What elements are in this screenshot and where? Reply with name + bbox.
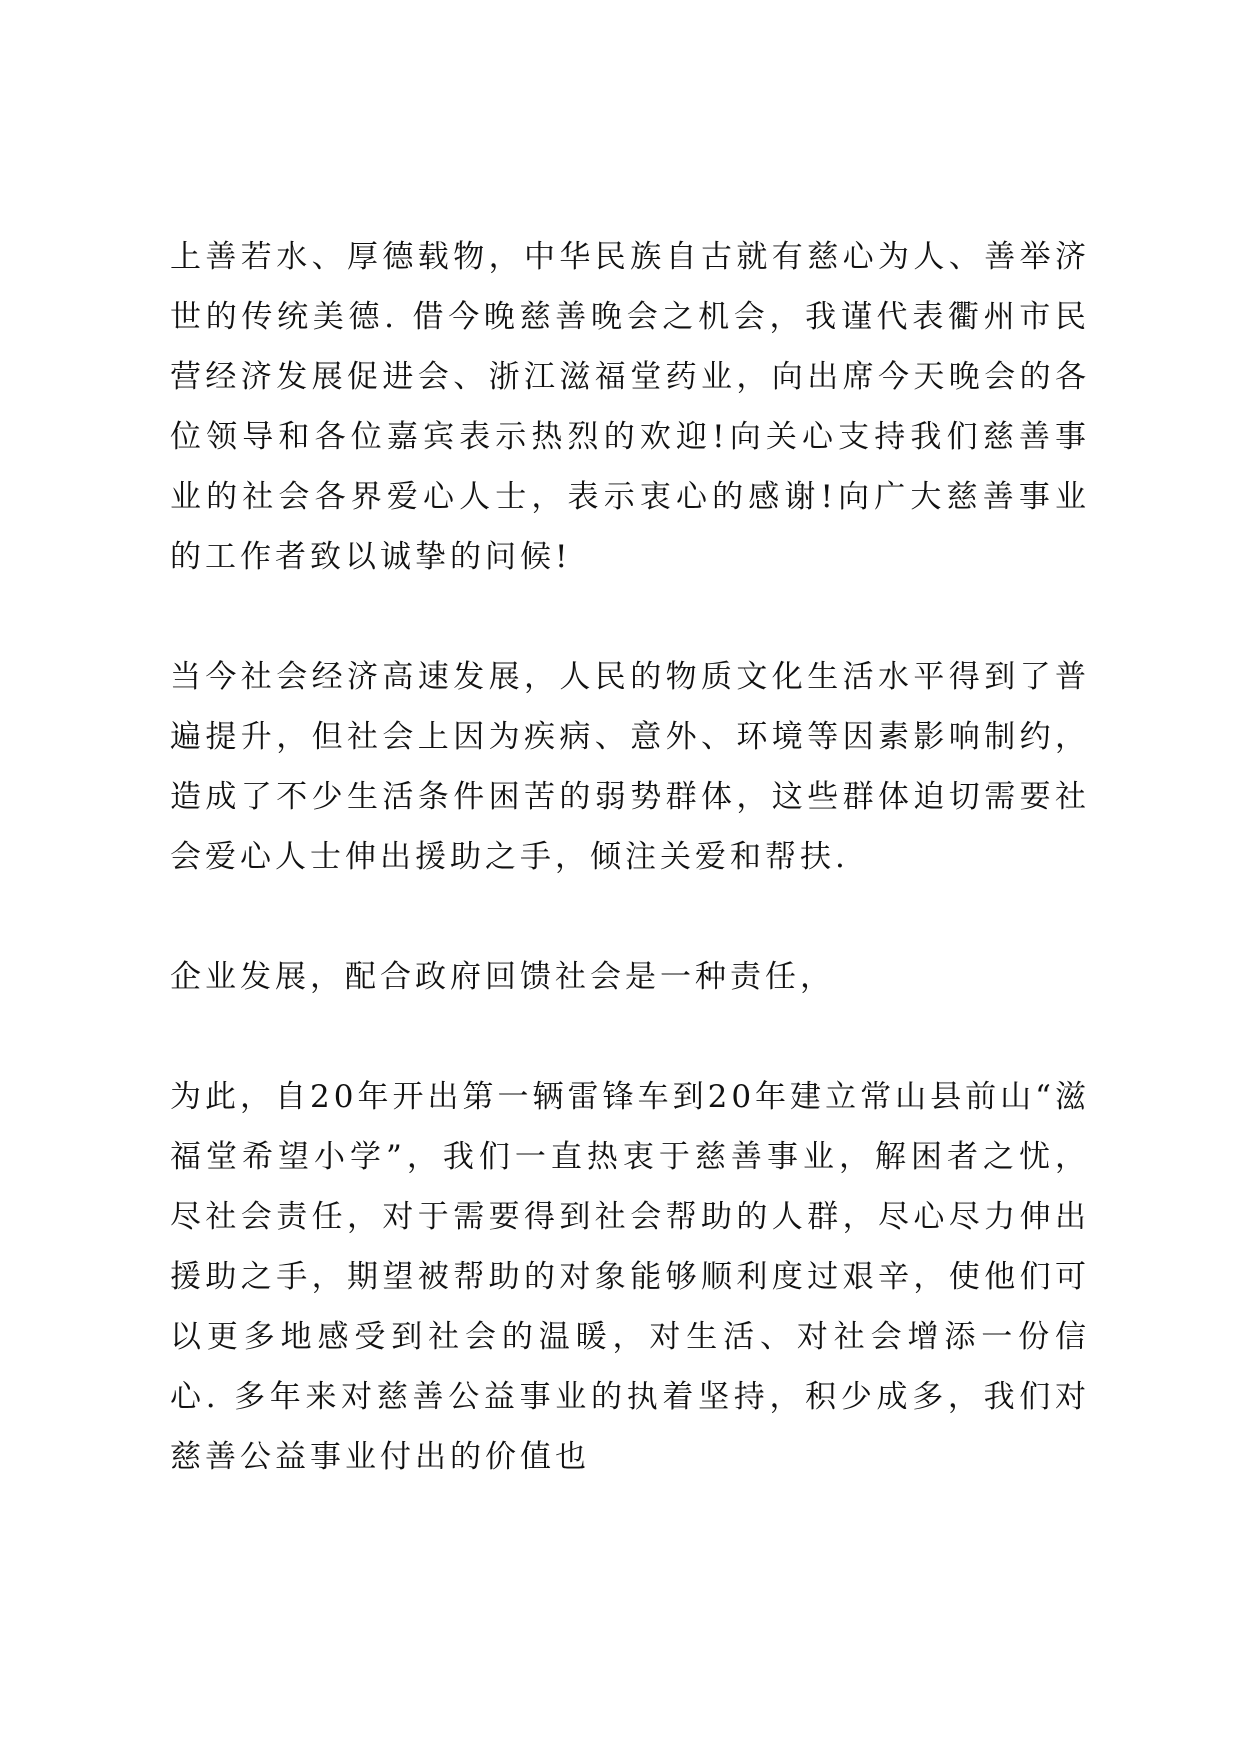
paragraph-welcome: 上善若水、厚德载物，中华民族自古就有慈心为人、善举济世的传统美德. 借今晚慈善晚会之机会，我谨代表衢州市民营经济发展促进会、浙江滋福堂药业，向出席今天晚会的各位领导和各位嘉宾表示热烈的欢迎!向关心支持我们慈善事业的社会各界爱心人士，表示衷心的感谢!向广大慈善事业的工作者致以诚挚的问候!: [170, 239, 1090, 575]
paragraph-social-context: 当今社会经济高速发展，人民的物质文化生活水平得到了普遍提升，但社会上因为疾病、意外、环境等因素影响制约，造成了不少生活条件困苦的弱势群体，这些群体迫切需要社会爱心人士伸出援助之手，倾注关爱和帮扶.: [170, 659, 1090, 875]
document-body: [170, 227, 1090, 1487]
paragraph-responsibility: 企业发展，配合政府回馈社会是一种责任，: [170, 959, 835, 995]
paragraph-charity-history: 为此，自20年开出第一辆雷锋车到20年建立常山县前山“滋福堂希望小学”，我们一直热衷于慈善事业，解困者之忧，尽社会责任，对于需要得到社会帮助的人群，尽心尽力伸出援助之手，期望被帮助的对象能够顺利度过艰辛，使他们可以更多地感受到社会的温暖，对生活、对社会增添一份信心. 多年来对慈善公益事业的执着坚持，积少成多，我们对慈善公益事业付出的价值也: [170, 1079, 1090, 1475]
